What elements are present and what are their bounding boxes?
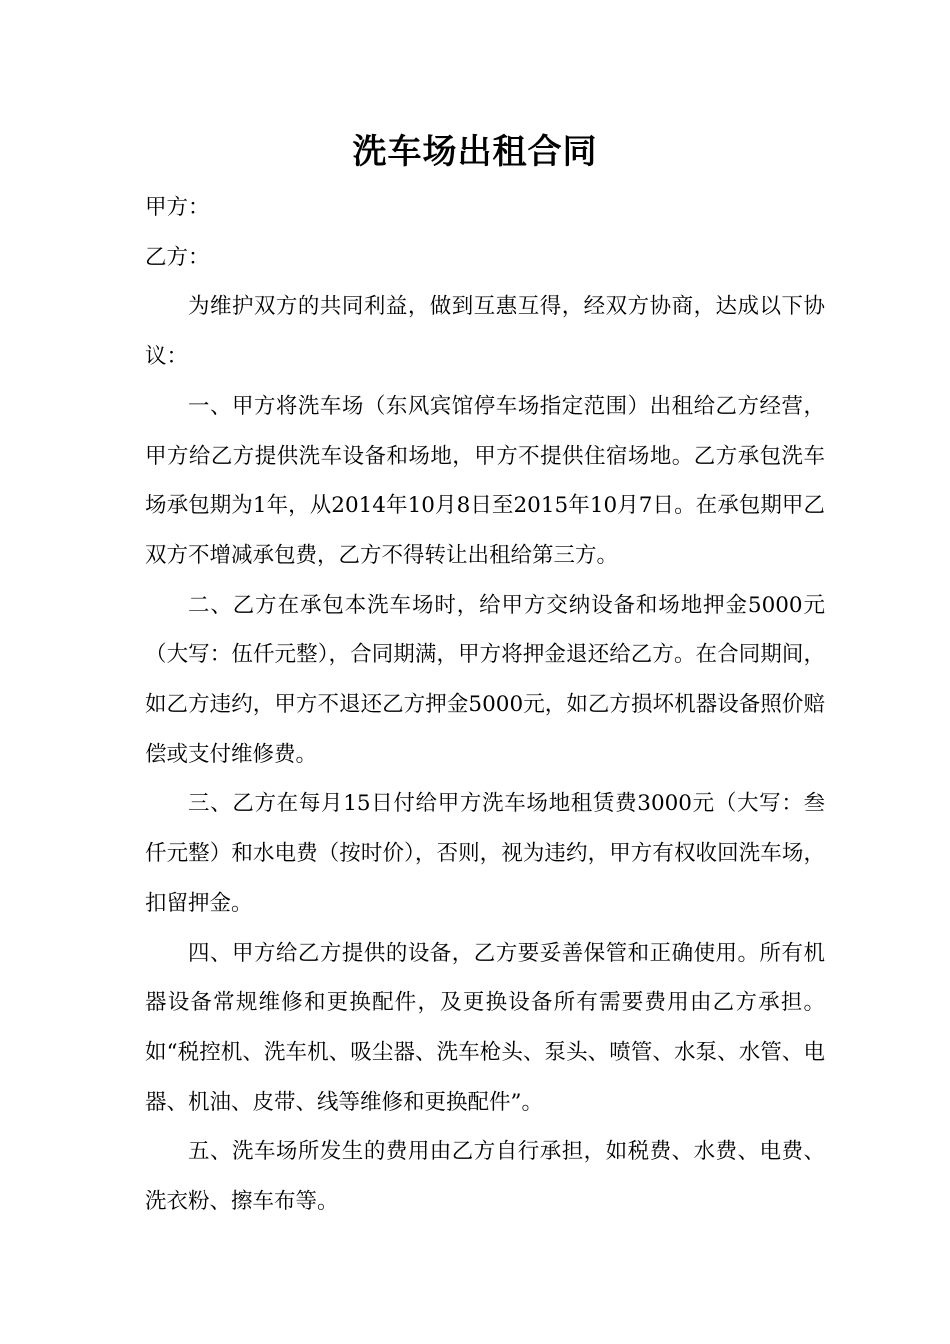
- document-body: [145, 183, 825, 1227]
- document-title: 洗车场出租合同: [352, 132, 598, 172]
- clause-4-paragraph: 四、甲方给乙方提供的设备，乙方要妥善保管和正确使用。所有机器设备常规维修和更换配件，及更换设备所有需要费用由乙方承担。如“税控机、洗车机、吸尘器、洗车枪头、泵头、喷管、水泵、水管、电器、机油、皮带、线等维修和更换配件”。: [145, 940, 825, 1115]
- preamble-paragraph: 为维护双方的共同利益，做到互惠互得，经双方协商，达成以下协议：: [145, 294, 825, 370]
- party-b-line: 乙方：: [145, 244, 210, 270]
- clause-5-paragraph: 五、洗车场所发生的费用由乙方自行承担，如税费、水费、电费、洗衣粉、擦车布等。: [145, 1139, 825, 1215]
- clause-3-paragraph: 三、乙方在每月15日付给甲方洗车场地租赁费3000元（大写：叁仟元整）和水电费（按时价），否则，视为违约，甲方有权收回洗车场，扣留押金。: [145, 791, 825, 916]
- party-a-line: 甲方：: [145, 195, 210, 220]
- clause-1-paragraph: 一、甲方将洗车场（东风宾馆停车场指定范围）出租给乙方经营，甲方给乙方提供洗车设备和场地，甲方不提供住宿场地。乙方承包洗车场承包期为1年，从2014年10月8日至2015年10月7日。在承包期甲乙双方不增减承包费，乙方不得转让出租给第三方。: [145, 393, 825, 568]
- clause-2-paragraph: 二、乙方在承包本洗车场时，给甲方交纳设备和场地押金5000元（大写：伍仟元整），合同期满，甲方将押金退还给乙方。在合同期间，如乙方违约，甲方不退还乙方押金5000元，如乙方损坏机器设备照价赔偿或支付维修费。: [145, 592, 825, 767]
